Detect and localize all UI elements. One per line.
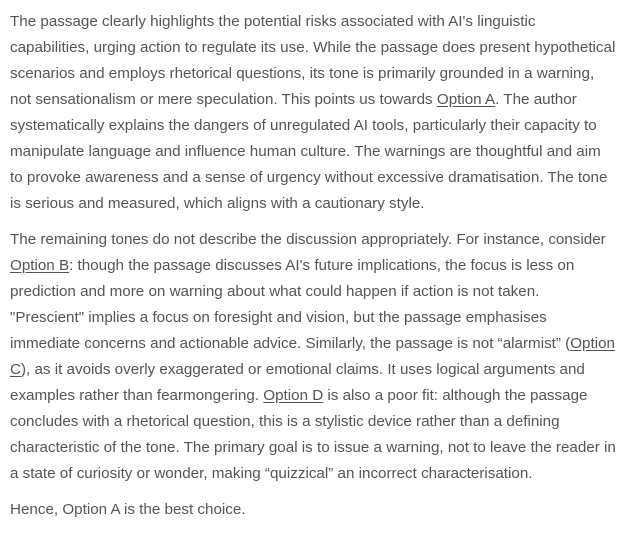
text-segment: is also a poor fit: although the passage concludes with a rhetorical question, this is a stylistic device rather than a defining characteristic of the tone. The primary goal is to issue a warning, not to leave the reader in a state of curiosity or wonder, making “quizzical” an incorrect characterisation. — [10, 387, 616, 482]
text-segment: Hence, Option A is the best choice. — [10, 501, 246, 518]
text-segment: . The author systematically explains the dangers of unregulated AI tools, particularly their capacity to manipulate language and influence human culture. The warnings are thoughtful and aim to provoke awareness and a sense of urgency without excessive dramatisation. The tone is serious and measured, which aligns with a cautionary style. — [10, 91, 608, 212]
text-segment: The passage clearly highlights the potential risks associated with AI's linguistic capabilities, urging action to regulate its use. While the passage does present hypothetical scenarios and employs rhetorical questions, its tone is primarily grounded in a warning, not sensationalism or mere speculation. This points us towards — [10, 13, 616, 108]
option-c-link[interactable]: Option C — [10, 335, 615, 378]
option-b-link[interactable]: Option B — [10, 257, 70, 274]
text-segment: The remaining tones do not describe the discussion appropriately. For instance, consider — [10, 231, 606, 248]
text-segment: ), as it avoids overly exaggerated or emotional claims. It uses logical arguments and examples rather than fearmongering. — [10, 361, 585, 404]
paragraph-1 — [10, 9, 616, 217]
option-d-link[interactable]: Option D — [263, 387, 324, 404]
paragraph-3 — [10, 497, 616, 523]
paragraph-2 — [10, 227, 616, 487]
option-a-link[interactable]: Option A — [436, 91, 496, 108]
text-segment: : though the passage discusses AI's future implications, the focus is less on prediction and more on warning about what could happen if action is not taken. "Prescient" implies a focus on foresight and vision, but the passage emphasises immediate concerns and actionable advice. Similarly, the passage is not “alarmist” ( — [10, 257, 575, 352]
